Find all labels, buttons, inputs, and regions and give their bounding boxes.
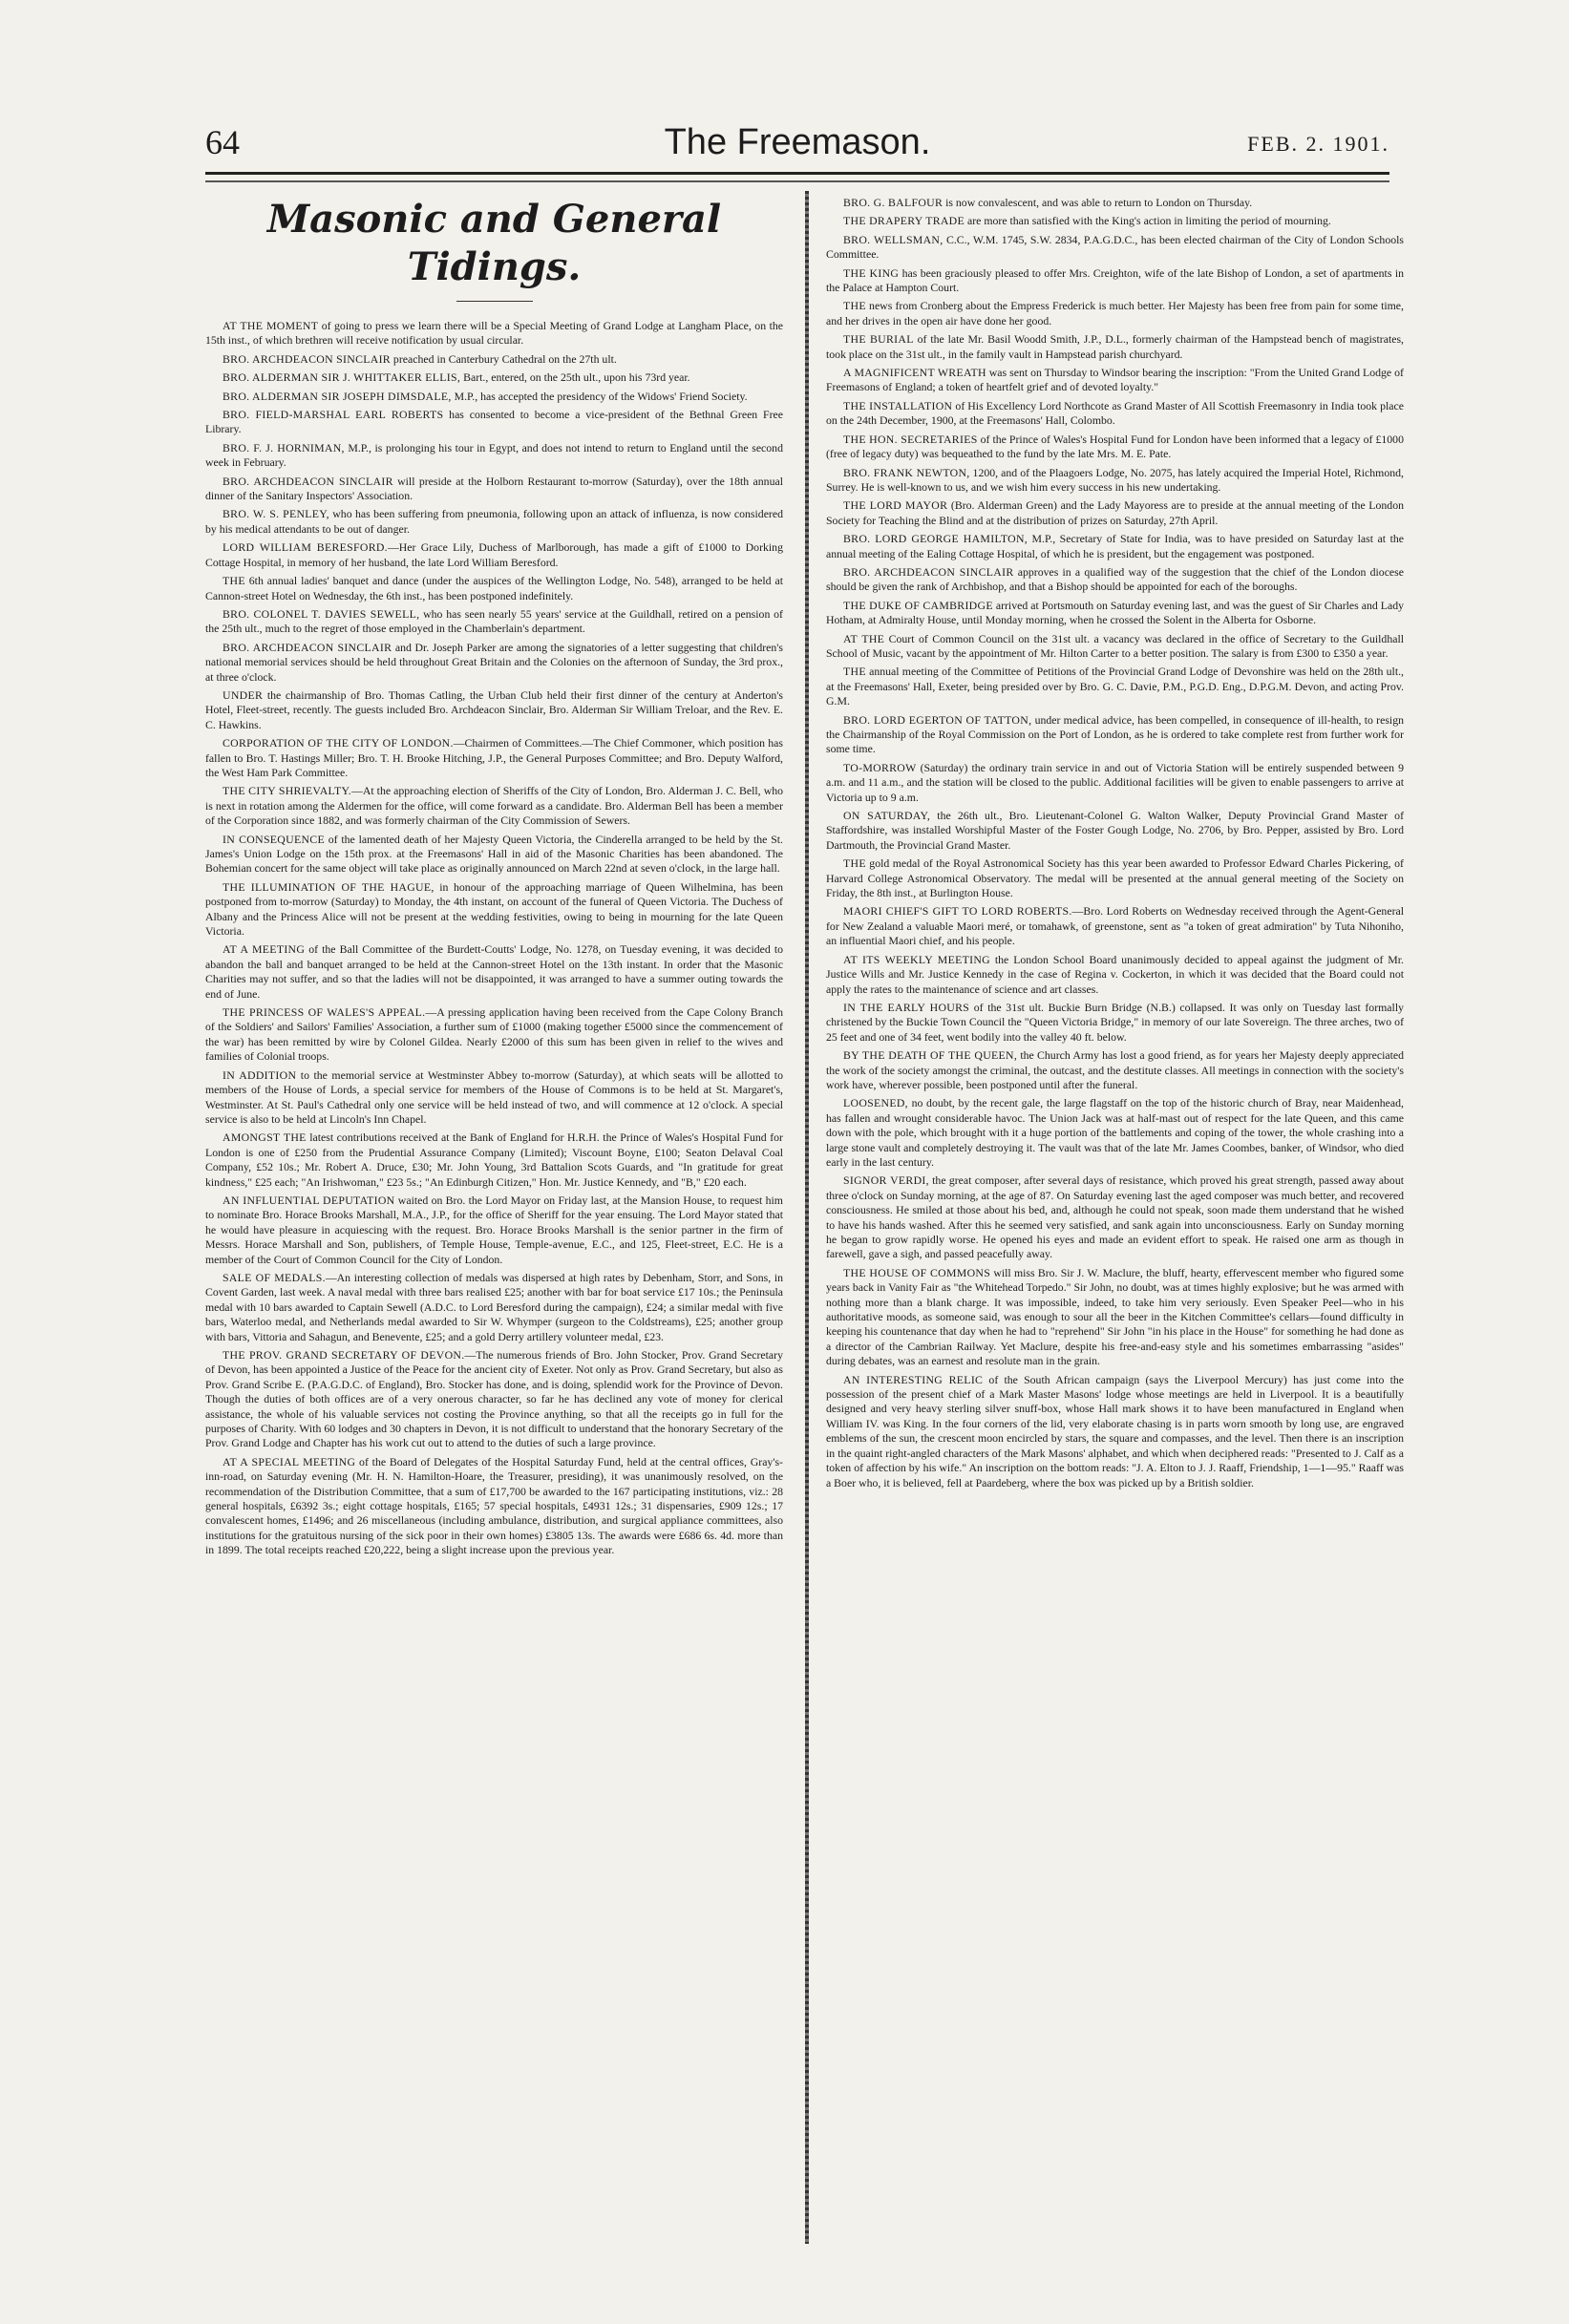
news-paragraph (205, 880, 783, 940)
paragraph-lead: AT THE MOMENT (223, 319, 319, 332)
paragraph-lead: CORPORATION OF THE CITY OF LONDON. (223, 736, 454, 750)
news-paragraph (205, 1005, 783, 1065)
paragraph-text: of the Prince of Wales's Hospital Fund for London have been informed that a legacy of £1000 (free of legacy duty) was bequeathed to the fund by the late Mrs. M. E. Pate. (826, 432, 1404, 461)
paragraph-text: waited on Bro. the Lord Mayor on Friday last, at the Mansion House, to request him to nominate Bro. Horace Brooks Marshall, M.A., J.P., for the office of Sheriff for the year ensuing. The Lord Mayor stated that he would have pleasure in acquiescing with the request. Bro. Horace Brooks Marshall is the senior partner in the firm of Messrs. Horace Marshall and Son, publishers, of Temple House, Temple-avenue, E.C., and 125, Fleet-street, E.C. He is a member of the Court of Common Council for the City of London. (205, 1193, 783, 1266)
masthead: The Freemason. (664, 122, 931, 162)
paragraph-lead: BY THE DEATH OF THE QUEEN, (843, 1048, 1018, 1063)
paragraph-text: —The numerous friends of Bro. John Stocker, Prov. Grand Secretary of Devon, has been appointed a Justice of the Peace for the ancient city of Exeter. Not only as Prov. Grand Secretary, but also as Prov. Grand Scribe E. (P.A.G.D.C. of England), Bro. Stocker has done, and is doing, splendid work for the Province of Devon. Though the duties of both offices are of a very onerous character, so far he has declined any vote of money for clerical assistance, the whole of his valuable services not costing the Province anything, so that all the receipts go in full for the purposes of Charity. With 60 lodges and 30 chapters in Devon, it is not difficult to understand that the honorary Secretary of the Prov. Grand Lodge and Chapter has his work cut out to attend to the duties of such a large province. (205, 1348, 783, 1450)
news-paragraph (826, 1266, 1404, 1369)
paragraph-text: of His Excellency Lord Northcote as Grand Master of All Scottish Freemasonry in India took place on the 24th December, 1900, at the Freemasons' Hall, Colombo. (826, 398, 1404, 428)
paragraph-lead: BRO. W. S. PENLEY, (223, 507, 329, 521)
left-column (205, 196, 783, 1562)
paragraph-text: —Bro. Lord Roberts on Wednesday received through the Agent-General for New Zealand a valuable Maori meré, or tomahawk, of greenstone, sent as "a token of great admiration" by Tuta Nihoniho, an influential Maori chief, and his people. (826, 904, 1405, 948)
news-paragraph (205, 441, 783, 471)
news-paragraph (205, 736, 783, 780)
paragraph-lead: IN ADDITION (223, 1067, 297, 1082)
news-paragraph (826, 599, 1404, 628)
news-paragraph (826, 196, 1404, 210)
news-paragraph (205, 352, 783, 367)
paragraph-text: of the lamented death of her Majesty Queen Victoria, the Cinderella arranged to be held by the St. James's Union Lodge on the 15th prox. at the Freemasons' Hall in aid of the Masonic Charities has been abandoned. The Bohemian concert for the same object will take place as originally announced on March 22nd at seven o'clock, in the large hall. (205, 832, 783, 876)
paragraph-text: preached in Canterbury Cathedral on the 27th ult. (390, 351, 617, 366)
news-paragraph (826, 1048, 1404, 1092)
news-paragraph (205, 607, 783, 637)
news-paragraph (826, 761, 1404, 805)
paragraph-text: the 26th ult., Bro. Lieutenant-Colonel G. Walton Walker, Deputy Provincial Grand Master of Staffordshire, was installed Worshipful Master of the Foster Gough Lodge, No. 2706, by Bro. Pepper, assisted by Bro. Lord Dartmouth, the Provincial Grand Master. (826, 809, 1405, 852)
news-paragraph (205, 540, 783, 570)
paragraph-text: —At the approaching election of Sheriffs of the City of London, Bro. Alderman J. C. Bell, who is next in rotation among the Aldermen for the office, will come forward as a candidate. Bro. Alderman Bell has been a member of the Corporation since 1882, and was formerly chairman of the City Commission of Sewers. (205, 784, 784, 828)
paragraph-lead: BRO. ARCHDEACON SINCLAIR (223, 474, 393, 488)
paragraph-text: C.C., W.M. 1745, S.W. 2834, P.A.G.D.C., has been elected chairman of the City of London Schools Committee. (826, 232, 1404, 262)
news-paragraph (205, 574, 783, 603)
paragraph-lead: BRO. F. J. HORNIMAN, (223, 440, 345, 454)
paragraph-lead: SALE OF MEDALS. (223, 1270, 326, 1284)
paragraph-lead: IN CONSEQUENCE (223, 832, 325, 846)
news-paragraph (205, 408, 783, 437)
news-paragraph (826, 665, 1404, 708)
news-paragraph (826, 498, 1404, 528)
news-paragraph (205, 942, 783, 1002)
news-paragraph (205, 507, 783, 537)
paragraph-text: (Bro. Alderman Green) and the Lady Mayoress are to preside at the annual meeting of the London Society for Teaching the Blind and at the distribution of prizes on Saturday, 27th April. (826, 498, 1404, 527)
page-number: 64 (205, 123, 240, 161)
news-paragraph (826, 1173, 1404, 1261)
news-paragraph (205, 390, 783, 404)
paragraph-lead: TO-MORROW (843, 760, 917, 774)
news-paragraph (205, 1130, 783, 1190)
column-divider (805, 191, 809, 2244)
paragraph-lead: BRO. ALDERMAN SIR JOSEPH DIMSDALE, (223, 389, 452, 403)
news-paragraph (205, 1348, 783, 1451)
paragraph-text: of the Board of Delegates of the Hospital Saturday Fund, held at the central offices, Gray's-inn-road, on Saturday evening (Mr. H. N. Hamilton-Hoare, the Treasurer, presiding), it was unanimously resolved, on the recommendation of the Distribution Committee, that a sum of £17,700 be awarded to the 167 participating institutions, viz.: 28 general hospitals, £6392 3s.; eight cottage hospitals, £165; 57 special hospitals, £4931 12s.; 31 dispensaries, £909 12s.; 17 convalescent homes, £1496; and 26 miscellaneous (including ambulance, distribution, and surgical appliance committees, also institutions for the gratuitous nursing of the sick poor in their own homes) £3805 13s. The awards were £686 6s. 4d. more than in 1899. The total receipts reached £20,222, being a slight increase upon the previous year. (205, 1454, 783, 1557)
paragraph-lead: THE PRINCESS OF WALES'S APPEAL. (223, 1005, 426, 1020)
paragraph-text: and Dr. Joseph Parker are among the signatories of a letter suggesting that children's national memorial services should be held throughout Great Britain and the Colonies on the afternoon of Sunday, the 3rd prox., at three o'clock. (205, 640, 783, 684)
paragraph-lead: BRO. ARCHDEACON SINCLAIR (223, 640, 392, 654)
paragraph-lead: THE DRAPERY TRADE (843, 214, 965, 228)
paragraph-lead: BRO. FIELD-MARSHAL EARL ROBERTS (223, 408, 444, 422)
paragraph-lead: A MAGNIFICENT WREATH (843, 366, 986, 380)
news-paragraph (826, 1001, 1404, 1045)
news-paragraph (826, 399, 1404, 429)
news-paragraph (826, 466, 1404, 496)
paragraph-lead: THE CITY SHRIEVALTY. (223, 784, 352, 798)
paragraph-lead: THE PROV. GRAND SECRETARY OF DEVON. (223, 1348, 465, 1362)
paragraph-lead: BRO. ARCHDEACON SINCLAIR (843, 564, 1014, 579)
news-paragraph (826, 433, 1404, 462)
news-paragraph (205, 319, 783, 349)
paragraph-lead: BRO. ALDERMAN SIR J. WHITTAKER ELLIS, (223, 370, 461, 385)
paragraph-text: gold medal of the Royal Astronomical Society has this year been awarded to Professor Edward Charles Pickering, of Harvard College Astronomical Observatory. The medal will be presented at the annual general meeting of the Society on Friday, the 8th inst., at Burlington House. (826, 856, 1404, 900)
paragraph-text: approves in a qualified way of the suggestion that the chief of the London diocese should be given the rank of Archbishop, and that a Bishop should be appointed for each of the boroughs. (826, 564, 1404, 594)
paragraph-text: —Chairmen of Committees.—The Chief Commoner, which position has fallen to Bro. T. Hastings Miller; Bro. T. H. Brooke Hitching, J.P., the General Purposes Committee; and Bro. Deputy Walford, the West Ham Park Committee. (205, 736, 783, 779)
paragraph-lead: THE DUKE OF CAMBRIDGE (843, 598, 993, 612)
news-paragraph (826, 532, 1404, 561)
news-paragraph (205, 641, 783, 685)
paragraph-lead: UNDER (223, 687, 264, 702)
paragraph-text: M.P., is prolonging his tour in Egypt, and does not intend to return to England until the second week in February. (205, 440, 783, 470)
paragraph-lead: BRO. COLONEL T. DAVIES SEWELL, (223, 606, 420, 621)
issue-date: FEB. 2. 1901. (1247, 132, 1389, 156)
paragraph-text: the London School Board unanimously decided to appeal against the judgment of Mr. Justice Wills and Mr. Justice Kennedy in the case of Regina v. Cockerton, in which it was decided that the Board could not apply the rates to the maintenance of science and art classes. (826, 952, 1404, 996)
paragraph-lead: THE LORD MAYOR (843, 498, 948, 513)
paragraph-lead: IN THE EARLY HOURS (843, 1000, 970, 1014)
paragraph-text: —A pressing application having been received from the Cape Colony Branch of the Soldiers' and Sailors' Families' Association, a further sum of £1000 (making together £5000 since the commencement of the war) has been remitted by wire by Colonel Gildea. Nearly £2000 of this sum has been given in relief to the wives and families of Colonial troops. (205, 1005, 783, 1064)
paragraph-text: news from Cronberg about the Empress Frederick is much better. Her Majesty has been free from pain for some time, and her drives in the open air have done her good. (826, 299, 1404, 327)
page-header (205, 122, 1389, 180)
news-paragraph (826, 632, 1404, 662)
paragraph-text: —Her Grace Lily, Duchess of Marlborough, has made a gift of £1000 to Dorking Cottage Hospital, in memory of her husband, the late Lord William Beresford. (205, 540, 783, 569)
news-paragraph (826, 809, 1404, 853)
news-paragraph (205, 370, 783, 385)
paragraph-text: annual meeting of the Committee of Petitions of the Provincial Grand Lodge of Devonshire was held on the 28th ult., at the Freemasons' Hall, Exeter, being presided over by Bro. G. C. Davie, P.M., P.G.D. Eng., D.P.G.M. Devon, and acting Prov. G.M. (826, 665, 1404, 708)
left-paragraphs (205, 319, 783, 1558)
paragraph-lead: THE (843, 856, 866, 871)
paragraph-lead: AN INFLUENTIAL DEPUTATION (223, 1193, 395, 1207)
paragraph-lead: SIGNOR VERDI, (843, 1173, 929, 1188)
paragraph-text: of the South African campaign (says the Liverpool Mercury) has just come into the possession of the present chief of a Mark Master Masons' lodge whose meetings are held in Liverpool. It is a beautifully designed and very heavy sterling silver snuff-box, whose Hall mark shows it to have been manufactured in England when William IV. was King. In the four corners of the lid, very elaborate chasing is in parts worn smooth by long use, are engraved emblems of the sun, the crescent moon encircled by stars, the square and compasses, and the level. Then there is an inscription in the quaint right-angled characters of the Mark Masons' alphabet, and which when deciphered reads: "Presented to J. Calf as a token of affection by his wife." An inscription on the bottom reads: "J. A. Elton to J. J. Raaff, Friendship, 1—1—95." Raaff was a Boer who, it is believed, fell at Paardeberg, where the box was picked up by a British soldier. (826, 1372, 1405, 1489)
right-column (826, 196, 1404, 1494)
news-paragraph (826, 1373, 1404, 1490)
paragraph-lead: THE ILLUMINATION OF THE HAGUE, (223, 879, 435, 894)
paragraph-lead: BRO. ARCHDEACON SINCLAIR (223, 351, 391, 366)
news-paragraph (205, 784, 783, 828)
section-title: Masonic and General Tidings. (266, 197, 722, 289)
news-paragraph (205, 1455, 783, 1558)
paragraph-text: latest contributions received at the Bank of England for H.R.H. the Prince of Wales's Hospital Fund for London is one of £250 from the Prudential Assurance Company (Limited); Viscount Boyne, £100; Seaton Delaval Coal Company, £52 10s.; Mr. Robert A. Druce, £30; Mr. John Young, 3rd Battalion Scots Guards, and "In gratitude for great kindness," £25 each; "An Irishwoman," £23 5s.; "An Edinburgh Citizen," Hon. Mr. Justice Kennedy, and "B," £20 each. (205, 1130, 783, 1189)
paragraph-text: the great composer, after several days of resistance, which proved his great strength, passed away about three o'clock on Sunday morning, at the age of 87. On Saturday evening last the aged composer was much better, and recovered consciousness. He smiled at those about his bed, and, although he could not speak, soon made them understand that he wished to have his hands washed. After this he seemed very satisfied, and sank again into unconsciousness. Early on Sunday morning he began to grow rapidly worse. He opened his eyes and made an evident effort to speak. He raised one arm as though in farewell, gave a sigh, and passed peacefully away. (826, 1173, 1404, 1261)
news-paragraph (826, 904, 1404, 948)
paragraph-text: to the memorial service at Westminster Abbey to-morrow (Saturday), at which seats will be allotted to members of the House of Lords, a special service for members of the House of Commons is to be held at St. Margaret's, Westminster. At St. Paul's Cathedral only one service will be held instead of two, and will commence at 12 o'clock. A special service is also to be held at Lincoln's Inn Chapel. (205, 1067, 783, 1126)
news-paragraph (205, 1068, 783, 1128)
paragraph-text: M.P., has accepted the presidency of the Widows' Friend Society. (451, 389, 748, 403)
paragraph-lead: THE BURIAL (843, 332, 914, 347)
paragraph-lead: AT ITS WEEKLY MEETING (843, 952, 990, 966)
paragraph-text: Court of Common Council on the 31st ult. a vacancy was declared in the office of Secretary to the Guildhall School of Music, vacant by the appointment of Mr. Hilton Carter to a better position. The salary is from £300 to £350 a year. (826, 631, 1405, 660)
paragraph-text: of the Ball Committee of the Burdett-Coutts' Lodge, No. 1278, on Tuesday evening, it was decided to abandon the ball and banquet arranged to be held at the Cannon-street Hotel on the 13th instant. In order that the Masonic Charities may not suffer, and so that the ladies will not be disappointed, it was arranged to have a summer outing towards the end of June. (205, 942, 783, 1001)
paragraph-text: was sent on Thursday to Windsor bearing the inscription: "From the United Grand Lodge of Freemasons of England; a token of heartfelt grief and of devoted loyalty." (826, 366, 1404, 394)
paragraph-lead: THE (843, 665, 866, 679)
news-paragraph (205, 475, 783, 504)
paragraph-lead: BRO. G. BALFOUR (843, 196, 944, 209)
news-paragraph (826, 366, 1404, 395)
title-rule (456, 301, 533, 302)
paragraph-text: the Church Army has lost a good friend, as for years her Majesty deeply appreciated the work of the society amongst the criminal, the outcast, and the destitute classes. All meetings in connection with the society's work have, wherever possible, been postponed until after the funeral. (826, 1048, 1405, 1091)
paragraph-text: no doubt, by the recent gale, the large flagstaff on the top of the historic church of Bray, near Maidenhead, has fallen and wrought considerable havoc. The Union Jack was at half-mast out of respect for the late Queen, and this came down with the pole, which brought with it a huge portion of the battlements and coping of the tower, the whole crashing into a large stone vault and completely destroying it. The vault was that of the late Mr. James Coombes, banker, of Windsor, who died early in the last century. (826, 1096, 1404, 1169)
paragraph-text: of going to press we learn there will be a Special Meeting of Grand Lodge at Langham Place, on the 15th inst., of which brethren will receive notification by usual circular. (205, 319, 783, 348)
paragraph-text: of the 31st ult. Buckie Burn Bridge (N.B.) collapsed. It was only on Tuesday last formally christened by the Buckie Town Council the "Queen Victoria Bridge," in memory of our late Sovereign. The three arches, two of 25 feet and one of 34 feet, went bodily into the valley 40 ft. below. (826, 1000, 1404, 1044)
paragraph-text: of the late Mr. Basil Woodd Smith, J.P., D.L., formerly chairman of the Hampstead bench of magistrates, took place on the 31st ult., in the family vault in Hampstead parish churchyard. (826, 332, 1405, 361)
paragraph-lead: BRO. WELLSMAN, (843, 232, 944, 246)
news-paragraph (826, 856, 1404, 900)
paragraph-lead: AN INTERESTING RELIC (843, 1372, 984, 1386)
header-rule (205, 172, 1389, 182)
news-paragraph (826, 214, 1404, 228)
paragraph-lead: THE HON. SECRETARIES (843, 432, 978, 446)
paragraph-lead: THE HOUSE OF COMMONS (843, 1265, 991, 1279)
paragraph-text: —An interesting collection of medals was dispersed at high rates by Debenham, Storr, and Sons, in Covent Garden, last week. A naval medal with three bars realised £25; another with bar for boat service £17 10s.; the Peninsula medal with 10 bars awarded to Captain Sewell (A.D.C. to Lord Beresford during the campaign), £24; a similar medal with five bars, Waterloo medal, and Netherlands medal awarded to Sir W. Whymper (surgeon to the Coldstreams), £25; another group with bars, Vittoria and Sahagun, and Benevente, £25; and a gold Derry artillery volunteer medal, £23. (205, 1270, 784, 1343)
paragraph-text: Bart., entered, on the 25th ult., upon his 73rd year. (460, 370, 690, 385)
news-paragraph (826, 332, 1404, 362)
news-paragraph (205, 688, 783, 732)
paragraph-text: 1200, and of the Plaagoers Lodge, No. 2075, has lately acquired the Imperial Hotel, Richmond, Surrey. He is well-known to us, and we wish him every success in his new undertaking. (826, 465, 1404, 494)
news-paragraph (826, 565, 1404, 595)
paragraph-text: is now convalescent, and was able to return to London on Thursday. (943, 196, 1253, 209)
paragraph-lead: THE (843, 299, 866, 313)
news-paragraph (826, 953, 1404, 997)
news-paragraph (826, 233, 1404, 263)
paragraph-lead: ON SATURDAY, (843, 809, 931, 823)
paragraph-text: M.P., Secretary of State for India, was to have presided on Saturday last at the annual meeting of the Ealing Cottage Hospital, of which he is president, but the engagement was postponed. (826, 532, 1404, 560)
paragraph-text: (Saturday) the ordinary train service in and out of Victoria Station will be entirely suspended between 9 a.m. and 11 a.m., and the station will be closed to the public. Additional facilities will be given to enable passengers to arrive at Victoria up to 9 a.m. (826, 760, 1404, 804)
right-paragraphs (826, 196, 1404, 1490)
paragraph-text: under medical advice, has been compelled, in consequence of ill-health, to resign the Chairmanship of the Royal Commission on the Port of London, as he is ordered to take complete rest from further work for some time. (826, 712, 1404, 756)
paragraph-lead: LORD WILLIAM BERESFORD. (223, 540, 388, 555)
paragraph-lead: THE (223, 574, 245, 588)
paragraph-text: are more than satisfied with the King's action in limiting the period of mourning. (965, 214, 1331, 228)
paragraph-lead: BRO. FRANK NEWTON, (843, 465, 970, 479)
paragraph-lead: AT A SPECIAL MEETING (223, 1454, 356, 1468)
paragraph-lead: LOOSENED, (843, 1096, 908, 1110)
paragraph-lead: AMONGST THE (223, 1130, 307, 1145)
news-paragraph (205, 1271, 783, 1344)
paragraph-text: has been graciously pleased to offer Mrs. Creighton, wife of the late Bishop of London, a set of apartments in the Palace at Hampton Court. (826, 265, 1404, 295)
paragraph-text: will preside at the Holborn Restaurant to-morrow (Saturday), over the 18th annual dinner of the Sanitary Inspectors' Association. (205, 474, 783, 503)
news-paragraph (826, 713, 1404, 757)
paragraph-text: has consented to become a vice-president of the Bethnal Green Free Library. (205, 408, 783, 436)
news-paragraph (826, 1096, 1404, 1170)
news-paragraph (826, 299, 1404, 328)
paragraph-lead: THE INSTALLATION (843, 398, 953, 412)
paragraph-lead: THE KING (843, 265, 900, 280)
paragraph-lead: AT A MEETING (223, 942, 306, 957)
news-paragraph (826, 266, 1404, 296)
paragraph-text: who has seen nearly 55 years' service at the Guildhall, retired on a pension of the 25th ult., much to the regret of those employed in the Chamberlain's department. (205, 606, 783, 636)
paragraph-lead: BRO. LORD EGERTON OF TATTON, (843, 712, 1032, 727)
paragraph-text: arrived at Portsmouth on Saturday evening last, and was the guest of Sir Charles and Lady Hotham, at Admiralty House, until Monday morning, when he crossed the Solent in the Alberta for Osborne. (826, 598, 1404, 627)
news-paragraph (205, 833, 783, 877)
paragraph-text: who has been suffering from pneumonia, following upon an attack of influenza, is now considered by his medical attendants to be out of danger. (205, 507, 783, 536)
news-paragraph (205, 1194, 783, 1267)
paragraph-text: the chairmanship of Bro. Thomas Catling, the Urban Club held their first dinner of the century at Anderton's Hotel, Fleet-street, recently. The guests included Bro. Archdeacon Sinclair, Bro. Alderman Sir William Treloar, and the Rev. E. C. Hawkins. (205, 687, 783, 731)
paragraph-lead: MAORI CHIEF'S GIFT TO LORD ROBERTS. (843, 904, 1072, 919)
paragraph-lead: BRO. LORD GEORGE HAMILTON, (843, 532, 1028, 546)
paragraph-text: will miss Bro. Sir J. W. Maclure, the bluff, hearty, effervescent member who figured some years back in Vanity Fair as "the Whitehead Torpedo." Sir John, no doubt, was at times highly explosive; but he was armed with nothing more than a blank charge. It was impossible, indeed, to take him very seriously. Even Speaker Peel—who in his authoritative moods, as someone said, was enough to sour all the beer in the Kitchen Committee's cellars—found difficulty in keeping his countenance that day when he had to "reprehend" Sir John "in his place in the House" for something he had done as a director of the Cambrian Railway. Yet Maclure, despite his free-and-easy style and his sometimes embarrassing "asides" during debates, was an earnest and resolute man in the grain. (826, 1265, 1404, 1368)
paragraph-text: 6th annual ladies' banquet and dance (under the auspices of the Wellington Lodge, No. 548), arranged to be held at Cannon-street Hotel on Wednesday, the 6th inst., has been postponed indefinitely. (205, 574, 783, 602)
paragraph-lead: AT THE (843, 631, 885, 645)
paragraph-text: in honour of the approaching marriage of Queen Wilhelmina, has been postponed from to-morrow (Saturday) to Monday, the 4th instant, on account of the funeral of Queen Victoria. The Duchess of Albany and the Princess Alice will not be present at the wedding festivities, owing to being in mourning for the late Queen Victoria. (205, 879, 783, 939)
